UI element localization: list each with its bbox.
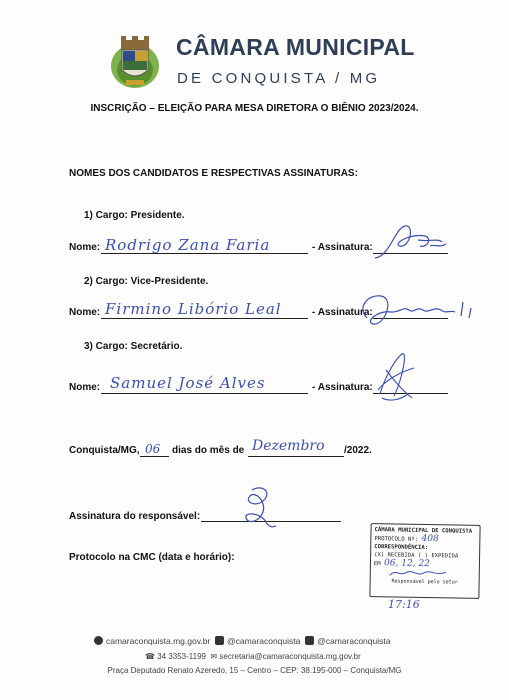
cargo-president: 1) Cargo: Presidente. <box>84 210 185 221</box>
date-prefix: Conquista/MG, <box>69 445 140 456</box>
month-line <box>248 456 344 457</box>
date-suffix: /2022. <box>344 445 372 456</box>
responsible-signature <box>238 482 278 532</box>
name-label-2: Nome: <box>69 307 101 318</box>
email-icon: ✉ <box>210 652 218 661</box>
footer-instagram[interactable]: @camaraconquista <box>317 636 391 646</box>
protocol-stamp <box>369 523 480 599</box>
signature-3 <box>372 350 417 406</box>
name-label-1: Nome: <box>69 242 101 253</box>
section-title: NOMES DOS CANDIDATOS E RESPECTIVAS ASSINATURAS: <box>69 168 358 179</box>
signature-label-3: - Assinatura: <box>312 382 373 393</box>
day-line <box>140 456 169 457</box>
stamp-date-label: EM <box>373 561 381 568</box>
stamp-date: 06, 12, 22 <box>383 558 430 570</box>
candidate-name-3: Samuel José Alves <box>110 374 266 392</box>
footer-email[interactable]: secretaria@camaraconquista.mg.gov.br <box>219 652 361 661</box>
protocol-label: Protocolo na CMC (data e horário): <box>69 552 235 563</box>
instagram-icon <box>305 636 314 645</box>
stamp-correspondence-label: CORRESPONDÊNCIA: <box>374 544 429 552</box>
name-line-2 <box>101 318 308 319</box>
header-title: CÂMARA MUNICIPAL <box>176 34 415 60</box>
signature-1 <box>370 218 450 264</box>
cargo-secretary: 3) Cargo: Secretário. <box>84 341 183 352</box>
stamp-responsible-label: Responsável pelo setor <box>391 578 458 586</box>
candidate-name-1: Rodrigo Zana Faria <box>105 236 271 254</box>
footer-address: Praça Deputado Renato Azeredo, 15 – Centro – CEP: 38.195-000 – Conquista/MG <box>107 666 402 675</box>
signature-label-1: - Assinatura: <box>312 242 373 253</box>
name-line-3 <box>101 393 308 394</box>
signature-2 <box>355 288 480 332</box>
municipal-crest-logo <box>106 30 164 92</box>
footer-website[interactable]: camaraconquista.mg.gov.br <box>106 636 211 646</box>
globe-icon <box>94 636 103 645</box>
candidate-name-2: Firmino Libório Leal <box>105 300 282 318</box>
cargo-vice-president: 2) Cargo: Vice-Presidente. <box>84 276 209 287</box>
stamp-protocol-number: 408 <box>421 533 439 545</box>
footer-phone: 34 3353-1199 <box>157 652 206 661</box>
footer-contact-row <box>145 652 361 661</box>
header-subtitle: DE CONQUISTA / MG <box>177 70 381 87</box>
date-day: 06 <box>145 442 161 456</box>
stamp-received-expedited: (X) RECEBIDA ( ) EXPEDIDA <box>374 552 459 560</box>
stamp-protocol-label: PROTOCOLO Nº: <box>374 536 419 543</box>
responsible-label: Assinatura do responsável: <box>69 511 201 522</box>
stamp-time: 17:16 <box>388 598 420 611</box>
facebook-icon <box>215 636 224 645</box>
footer-facebook[interactable]: @camaraconquista <box>227 636 301 646</box>
date-month: Dezembro <box>252 438 325 454</box>
signature-label-2: - Assinatura: <box>312 307 373 318</box>
name-label-3: Nome: <box>69 382 101 393</box>
stamp-institution: CÂMARA MUNICIPAL DE CONQUISTA <box>374 527 473 535</box>
phone-icon: ☎ <box>145 652 155 661</box>
date-middle: dias do mês de <box>172 445 245 456</box>
footer-social-row <box>94 636 390 646</box>
document-heading: INSCRIÇÃO – ELEIÇÃO PARA MESA DIRETORA O BIÊNIO 2023/2024. <box>90 103 419 114</box>
